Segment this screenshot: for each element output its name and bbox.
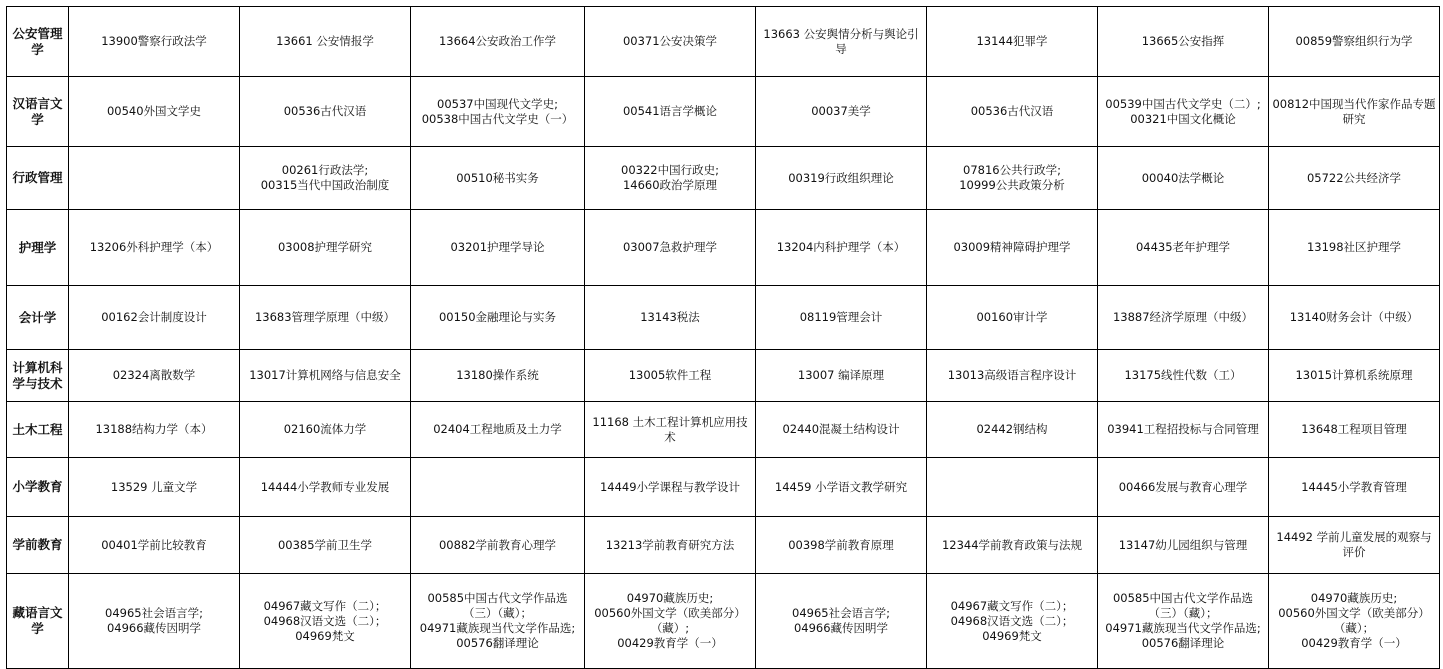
course-name: 13529 儿童文学	[110, 479, 198, 494]
course-name: 11168 土木工程计算机应用技术	[592, 414, 748, 444]
course-cell	[927, 147, 1098, 210]
course-cell	[240, 210, 411, 286]
course-name: 04969梵文	[982, 628, 1042, 643]
course-cell	[240, 286, 411, 350]
course-name: 00540外国文学史	[106, 104, 202, 118]
course-name: 13144犯罪学	[976, 34, 1048, 48]
course-cell	[756, 147, 927, 210]
course-name: 00321中国文化概论	[1130, 111, 1236, 126]
course-cell	[1098, 517, 1269, 574]
course-cell	[1098, 350, 1269, 402]
course-cell	[240, 402, 411, 458]
course-cell	[927, 458, 1098, 517]
course-name: 00859警察组织行为学	[1295, 34, 1413, 48]
course-cell	[585, 350, 756, 402]
course-name: 00538中国古代文学史（一）	[421, 111, 574, 126]
course-name: 12344学前教育政策与法规	[941, 537, 1083, 552]
course-cell	[1098, 286, 1269, 350]
course-cell	[756, 517, 927, 574]
course-name: 13017计算机网络与信息安全	[249, 368, 401, 382]
course-name: 02442钢结构	[976, 422, 1048, 436]
course-name: 00541语言学概论	[622, 104, 718, 118]
course-name: 00398学前教育原理	[788, 537, 894, 552]
course-cell	[1269, 77, 1440, 147]
course-cell	[756, 458, 927, 517]
course-name: 05722公共经济学	[1306, 170, 1402, 185]
course-name: 00466发展与教育心理学	[1118, 479, 1248, 494]
course-name: 04968汉语文选（二）；	[950, 613, 1074, 628]
course-name: 13683管理学原理（中级）	[254, 310, 396, 324]
table-row	[7, 147, 1440, 210]
course-name: 13663 公安舆情分析与舆论引导	[763, 26, 919, 56]
course-cell	[585, 147, 756, 210]
course-name: 10999公共政策分析	[959, 178, 1065, 192]
course-name: 00429教育学（一）	[617, 636, 723, 650]
course-name: 13900警察行政法学	[101, 34, 207, 48]
course-cell	[411, 286, 585, 350]
course-cell	[411, 350, 585, 402]
exam-schedule-table	[6, 6, 1440, 669]
subject-cell: 小学教育	[7, 458, 69, 517]
course-name: 00539中国古代文学史（二）;	[1105, 96, 1261, 111]
table-row	[7, 77, 1440, 147]
course-name: 13648工程项目管理	[1301, 422, 1407, 436]
course-name: 13013高级语言程序设计	[947, 368, 1077, 382]
course-name: 13661 公安情报学	[276, 34, 374, 48]
course-name: 00037美学	[811, 104, 871, 118]
course-name: 00585中国古代文学作品选（三）（藏）；	[427, 591, 568, 620]
course-cell	[1269, 458, 1440, 517]
table-row	[7, 574, 1440, 669]
course-name: 13005软件工程	[628, 368, 712, 382]
course-name: 14660政治学原理	[622, 178, 718, 192]
course-name: 13665公安指挥	[1141, 34, 1225, 48]
table-row	[7, 458, 1440, 517]
subject-cell: 计算机科学与技术	[7, 350, 69, 402]
course-name: 04965社会语言学;	[792, 606, 890, 620]
course-cell	[69, 458, 240, 517]
course-cell	[411, 574, 585, 669]
course-cell	[756, 286, 927, 350]
course-cell	[927, 210, 1098, 286]
subject-cell: 学前教育	[7, 517, 69, 574]
table-row	[7, 350, 1440, 402]
course-cell	[411, 147, 585, 210]
course-name: 13198社区护理学	[1306, 240, 1402, 254]
course-name: 13147幼儿园组织与管理	[1118, 537, 1248, 552]
course-name: 00319行政组织理论	[788, 170, 894, 185]
course-cell	[927, 286, 1098, 350]
course-name: 02404工程地质及土力学	[433, 422, 562, 436]
course-name: 00510秘书实务	[456, 170, 539, 185]
course-name: 13206外科护理学（本）	[89, 240, 219, 254]
course-name: 02160流体力学	[283, 422, 367, 436]
course-cell	[1269, 574, 1440, 669]
course-cell	[240, 7, 411, 77]
course-cell	[927, 574, 1098, 669]
course-name: 03008护理学研究	[277, 240, 373, 254]
course-name: 04966藏传因明学	[106, 621, 202, 635]
course-name: 00537中国现代文学史;	[437, 96, 558, 111]
course-cell	[756, 7, 927, 77]
course-name: 04435老年护理学	[1135, 240, 1231, 254]
course-cell	[927, 7, 1098, 77]
course-name: 14445小学教育管理	[1301, 479, 1407, 494]
course-cell	[1269, 350, 1440, 402]
course-cell	[69, 77, 240, 147]
course-name: 04967藏文写作（二）；	[263, 598, 387, 613]
course-name: 00536古代汉语	[970, 104, 1054, 118]
course-cell	[240, 574, 411, 669]
course-cell	[1098, 210, 1269, 286]
course-cell	[585, 458, 756, 517]
course-cell	[756, 402, 927, 458]
table-row	[7, 517, 1440, 574]
course-cell	[240, 147, 411, 210]
course-name: 00882学前教育心理学	[438, 537, 557, 552]
course-name: 13188结构力学（本）	[95, 422, 213, 436]
course-cell	[1269, 7, 1440, 77]
course-name: 14459 小学语文教学研究	[774, 479, 908, 494]
course-name: 13175线性代数（工）	[1124, 368, 1242, 382]
course-cell	[69, 210, 240, 286]
course-name: 02324离散数学	[112, 368, 196, 382]
course-name: 04970藏族历史;	[1310, 591, 1398, 605]
course-name: 14492 学前儿童发展的观察与评价	[1276, 530, 1432, 559]
course-name: 13204内科护理学（本）	[776, 240, 906, 254]
course-name: 04968汉语文选（二）；	[263, 613, 387, 628]
course-name: 04967藏文写作（二）；	[950, 598, 1074, 613]
subject-cell: 土木工程	[7, 402, 69, 458]
course-name: 00162会计制度设计	[101, 310, 207, 324]
course-name: 04969梵文	[295, 628, 355, 643]
course-cell	[585, 574, 756, 669]
course-cell	[1098, 402, 1269, 458]
course-cell	[927, 402, 1098, 458]
course-cell	[411, 77, 585, 147]
course-name: 14449小学课程与教学设计	[599, 479, 741, 494]
course-cell	[1098, 7, 1269, 77]
course-cell	[756, 210, 927, 286]
course-cell	[1269, 210, 1440, 286]
course-name: 00322中国行政史;	[621, 163, 719, 177]
course-cell	[1269, 517, 1440, 574]
course-name: 03007急救护理学	[622, 240, 718, 254]
course-name: 07816公共行政学;	[963, 163, 1061, 177]
course-cell	[411, 517, 585, 574]
course-cell	[69, 286, 240, 350]
course-name: 00560外国文学（欧美部分）（藏）;	[594, 606, 746, 635]
course-cell	[411, 210, 585, 286]
course-cell	[927, 350, 1098, 402]
course-cell	[1098, 77, 1269, 147]
course-name: 04970藏族历史;	[626, 591, 714, 605]
course-name: 03941工程招投标与合同管理	[1107, 422, 1259, 436]
course-name: 13143税法	[640, 310, 700, 324]
course-name: 13664公安政治工作学	[438, 34, 557, 48]
course-cell	[1098, 147, 1269, 210]
course-name: 04966藏传因明学	[793, 621, 889, 635]
subject-cell: 公安管理学	[7, 7, 69, 77]
course-cell	[69, 350, 240, 402]
course-name: 00576翻译理论	[1141, 636, 1225, 650]
course-cell	[585, 517, 756, 574]
course-name: 00040法学概论	[1141, 170, 1225, 185]
course-name: 13140财务会计（中级）	[1289, 310, 1419, 324]
course-name: 13015计算机系统原理	[1295, 368, 1413, 382]
course-name: 00371公安决策学	[622, 34, 718, 48]
table-row	[7, 7, 1440, 77]
subject-cell: 行政管理	[7, 147, 69, 210]
course-cell	[69, 574, 240, 669]
course-name: 03009精神障碍护理学	[953, 240, 1071, 254]
table-row	[7, 286, 1440, 350]
course-name: 02440混凝土结构设计	[782, 422, 900, 436]
course-cell	[411, 7, 585, 77]
course-name: 00261行政法学;	[281, 163, 369, 177]
course-name: 00812中国现当代作家作品专题研究	[1272, 96, 1436, 126]
course-cell	[585, 402, 756, 458]
course-cell	[1098, 574, 1269, 669]
course-cell	[1269, 402, 1440, 458]
course-cell	[1269, 286, 1440, 350]
course-cell	[1269, 147, 1440, 210]
course-name: 00560外国文学（欧美部分）（藏）；	[1278, 606, 1430, 635]
course-name: 04971藏族现当代文学作品选;	[419, 621, 576, 635]
course-name: 00315当代中国政治制度	[260, 178, 390, 192]
course-name: 14444小学教师专业发展	[260, 479, 390, 494]
course-cell	[585, 77, 756, 147]
subject-cell: 藏语言文学	[7, 574, 69, 669]
course-name: 13180操作系统	[456, 368, 539, 382]
course-name: 08119管理会计	[799, 310, 883, 324]
course-cell	[1098, 458, 1269, 517]
course-name: 00150金融理论与实务	[438, 310, 557, 324]
course-cell	[240, 77, 411, 147]
course-name: 00385学前卫生学	[277, 537, 373, 552]
course-name: 00401学前比较教育	[101, 537, 207, 552]
course-cell	[69, 147, 240, 210]
course-cell	[411, 458, 585, 517]
course-name: 00536古代汉语	[283, 104, 367, 118]
course-name: 13887经济学原理（中级）	[1112, 310, 1254, 324]
course-cell	[756, 77, 927, 147]
course-cell	[69, 402, 240, 458]
course-cell	[756, 350, 927, 402]
course-name: 00429教育学（一）	[1301, 636, 1407, 650]
course-name: 00585中国古代文学作品选（三）（藏）；	[1112, 591, 1254, 620]
subject-cell: 汉语言文学	[7, 77, 69, 147]
table-row	[7, 210, 1440, 286]
course-cell	[927, 77, 1098, 147]
course-cell	[240, 458, 411, 517]
course-name: 13007 编译原理	[797, 368, 885, 382]
course-cell	[927, 517, 1098, 574]
table-body	[7, 7, 1440, 669]
course-cell	[69, 7, 240, 77]
course-name: 04965社会语言学;	[105, 606, 203, 620]
course-cell	[585, 286, 756, 350]
course-cell	[69, 517, 240, 574]
course-name: 04971藏族现当代文学作品选;	[1105, 621, 1261, 635]
subject-cell: 护理学	[7, 210, 69, 286]
course-cell	[240, 350, 411, 402]
subject-cell: 会计学	[7, 286, 69, 350]
course-name: 03201护理学导论	[450, 240, 545, 254]
course-name: 13213学前教育研究方法	[605, 537, 735, 552]
course-cell	[585, 7, 756, 77]
course-name: 00576翻译理论	[456, 636, 539, 650]
course-cell	[411, 402, 585, 458]
table-row	[7, 402, 1440, 458]
course-cell	[756, 574, 927, 669]
course-cell	[240, 517, 411, 574]
course-cell	[585, 210, 756, 286]
course-name: 00160审计学	[976, 310, 1048, 324]
